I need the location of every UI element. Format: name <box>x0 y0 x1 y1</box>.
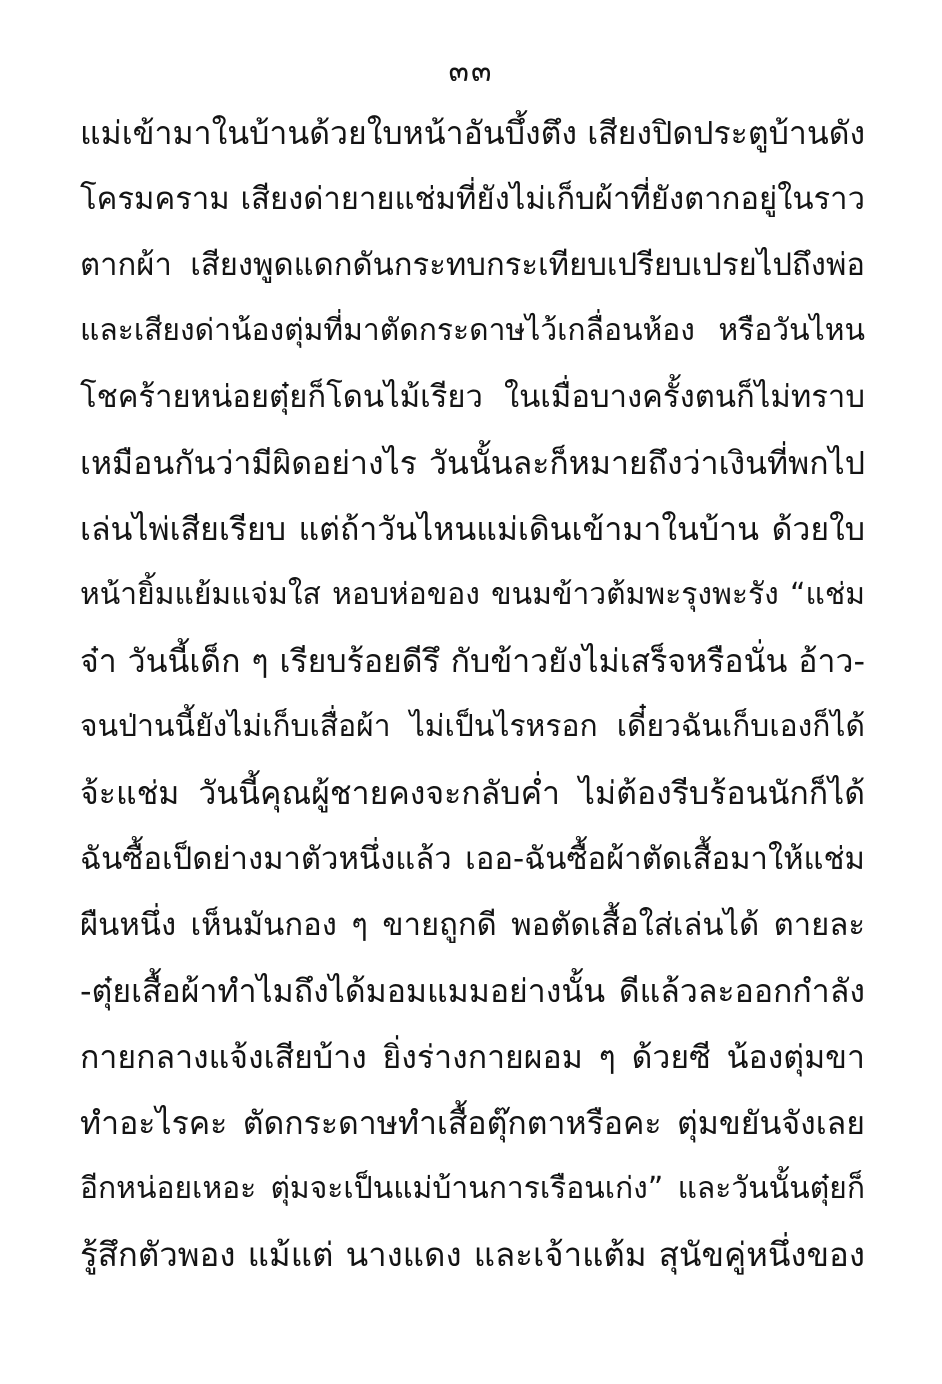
text-line-7: เล่นไพ่เสียเรียบ แต่ถ้าวันไหนแม่เดินเข้ามาในบ้าน ด้วยใบ <box>80 510 865 548</box>
text-line-1: แม่เข้ามาในบ้านด้วยใบหน้าอันบึ้งตึง เสียงปิดประตูบ้านดัง <box>80 114 865 152</box>
text-line-18: รู้สึกตัวพอง แม้แต่ นางแดง และเจ้าแต้ม สุนัขคู่หนึ่งของ <box>80 1235 865 1274</box>
text-line-6: เหมือนกันว่ามีผิดอย่างไร วันนั้นละก็หมายถึงว่าเงินที่พกไป <box>80 444 865 482</box>
body-text <box>80 100 865 1288</box>
text-line-10: จนป่านนี้ยังไม่เก็บเสื่อผ้า ไม่เป็นไรหรอก เดี๋ยวฉันเก็บเองก็ได้ <box>80 709 865 744</box>
text-line-12: ฉันซื้อเป็ดย่างมาตัวหนึ่งแล้ว เออ-ฉันซื้อผ้าตัดเสื้อมาให้แช่ม <box>80 841 865 877</box>
text-line-5: โชคร้ายหน่อยตุ๋ยก็โดนไม้เรียว ในเมื่อบางครั้งตนก็ไม่ทราบ <box>80 379 865 415</box>
text-line-2: โครมคราม เสียงด่ายายแช่มที่ยังไม่เก็บผ้าที่ยังตากอยู่ในราว <box>80 181 865 217</box>
text-line-16: ทำอะไรคะ ตัดกระดาษทำเสื้อตุ๊กตาหรือคะ ตุ่มขยันจังเลย <box>80 1104 865 1142</box>
text-line-17: อีกหน่อยเหอะ ตุ่มจะเป็นแม่บ้านการเรือนเก่ง” และวันนั้นตุ๋ยก็ <box>80 1171 865 1206</box>
text-line-11: จ้ะแช่ม วันนี้คุณผู้ชายคงจะกลับค่ำ ไม่ต้องรีบร้อนนักก็ได้ <box>80 774 865 812</box>
text-line-9: จ๋า วันนี้เด็ก ๆ เรียบร้อยดีรึ กับข้าวยังไม่เสร็จหรือนั่น อ้าว- <box>80 642 865 680</box>
text-line-8: หน้ายิ้มแย้มแจ่มใส หอบห่อของ ขนมข้าวต้มพะรุงพะรัง “แช่ม <box>80 577 865 612</box>
text-line-13: ผืนหนึ่ง เห็นมันกอง ๆ ขายถูกดี พอตัดเสื้อใส่เล่นได้ ตายละ <box>80 907 865 943</box>
page-number: ๓๓ <box>448 54 494 89</box>
text-line-4: และเสียงด่าน้องตุ่มที่มาตัดกระดาษไว้เกลื่อนห้อง หรือวันไหน <box>80 313 865 348</box>
text-line-14: -ตุ๋ยเสื้อผ้าทำไมถึงได้มอมแมมอย่างนั้น ดีแล้วละออกกำลัง <box>80 972 865 1010</box>
text-line-15: กายกลางแจ้งเสียบ้าง ยิ่งร่างกายผอม ๆ ด้วยซี น้องตุ่มขา <box>80 1038 865 1076</box>
text-line-3: ตากผ้า เสียงพูดแดกดันกระทบกระเทียบเปรียบเปรยไปถึงพ่อ <box>80 247 865 283</box>
